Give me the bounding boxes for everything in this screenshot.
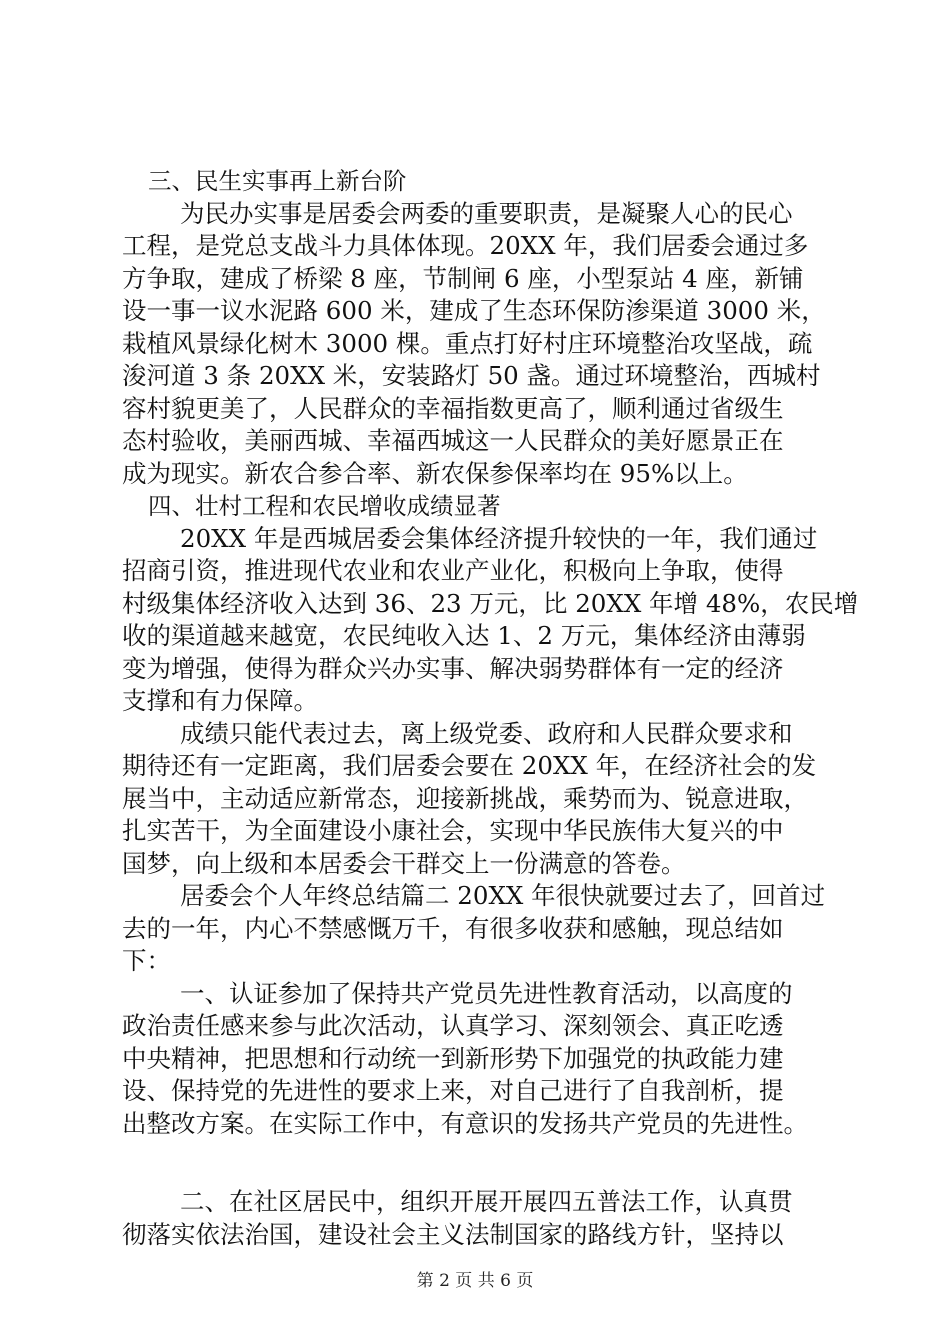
text-line: 下： (122, 946, 171, 975)
text-line: 栽植风景绿化树木 3000 棵。重点打好村庄环境整治攻坚战，疏 (122, 328, 813, 358)
text-line: 招商引资，推进现代农业和农业产业化，积极向上争取，使得 (122, 556, 784, 585)
page-footer: 第 2 页 共 6 页 (416, 1271, 534, 1291)
text-line: 展当中，主动适应新常态，迎接新挑战，乘势而为、锐意进取， (122, 783, 808, 813)
text-line: 设、保持党的先进性的要求上来，对自己进行了自我剖析，提 (122, 1076, 784, 1105)
text-line: 为民办实事是居委会两委的重要职责，是凝聚人心的民心 (180, 198, 793, 228)
text-line: 支撑和有力保障。 (122, 686, 318, 715)
text-line: 国梦，向上级和本居委会干群交上一份满意的答卷。 (122, 848, 686, 878)
text-line: 二、在社区居民中，组织开展开展四五普法工作，认真贯 (180, 1187, 793, 1216)
text-line: 方争取，建成了桥梁 8 座，节制闸 6 座，小型泵站 4 座，新铺 (122, 263, 804, 293)
text-line: 扎实苦干，为全面建设小康社会，实现中华民族伟大复兴的中 (122, 816, 784, 845)
text-line: 态村验收，美丽西城、幸福西城这一人民群众的美好愿景正在 (122, 426, 784, 455)
paragraph-gap (122, 1140, 836, 1186)
text-line: 20XX 年是西城居委会集体经济提升较快的一年，我们通过 (180, 523, 818, 553)
document-body (122, 165, 859, 1251)
text-line: 中央精神，把思想和行动统一到新形势下加强党的执政能力建 (122, 1043, 784, 1073)
text-line: 变为增强，使得为群众兴办实事、解决弱势群体有一定的经济 (122, 653, 784, 683)
text-line: 成绩只能代表过去，离上级党委、政府和人民群众要求和 (180, 718, 793, 748)
text-line: 成为现实。新农合参合率、新农保参保率均在 95%以上。 (122, 458, 748, 488)
section-heading: 四、壮村工程和农民增收成绩显著 (148, 492, 501, 520)
text-line: 工程，是党总支战斗力具体体现。20XX 年，我们居委会通过多 (122, 231, 809, 260)
text-line: 去的一年，内心不禁感慨万千，有很多收获和感触，现总结如 (122, 913, 784, 943)
text-line: 浚河道 3 条 20XX 米，安装路灯 50 盏。通过环境整治，西城村 (122, 361, 821, 390)
text-line: 彻落实依法治国，建设社会主义法制国家的路线方针，坚持以 (122, 1219, 784, 1249)
text-line: 设一事一议水泥路 600 米，建成了生态环保防渗渠道 3000 米， (122, 296, 826, 325)
text-line: 容村貌更美了，人民群众的幸福指数更高了，顺利通过省级生 (122, 393, 784, 423)
text-line: 政治责任感来参与此次活动，认真学习、深刻领会、真正吃透 (122, 1011, 784, 1040)
section-heading: 三、民生实事再上新台阶 (148, 167, 407, 195)
text-line: 一、认证参加了保持共产党员先进性教育活动，以高度的 (180, 978, 793, 1008)
text-line: 出整改方案。在实际工作中，有意识的发扬共产党员的先进性。 (122, 1108, 808, 1138)
text-line: 收的渠道越来越宽，农民纯收入达 1、2 万元，集体经济由薄弱 (122, 621, 806, 650)
text-line: 居委会个人年终总结篇二 20XX 年很快就要过去了，回首过 (180, 881, 826, 910)
text-line: 村级集体经济收入达到 36、23 万元，比 20XX 年增 48%，农民增 (122, 588, 859, 618)
text-line: 期待还有一定距离，我们居委会要在 20XX 年，在经济社会的发 (122, 751, 817, 780)
